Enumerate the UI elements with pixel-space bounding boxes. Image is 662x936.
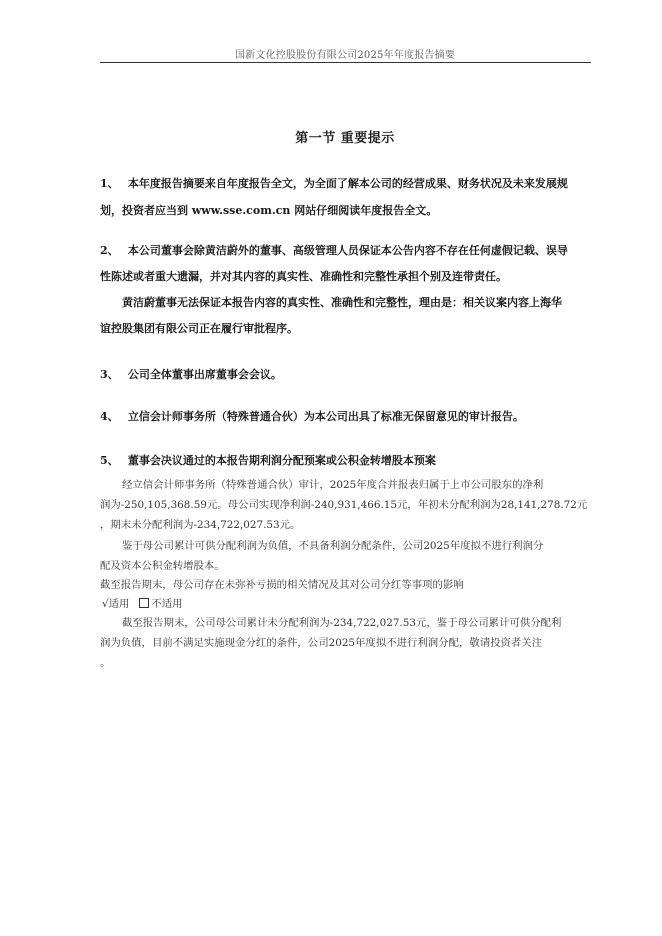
page-header: 国新文化控股股份有限公司2025年年度报告摘要 xyxy=(234,50,456,61)
item-number: 2、 xyxy=(100,244,119,257)
profit-line-4: 鉴于母公司累计可供分配利润为负值，不具备利润分配条件，公司2025年度拟不进行利润分 xyxy=(122,540,544,552)
item-number: 1、 xyxy=(100,177,119,190)
profit-line-3: ，期末未分配利润为-234,722,027.53元。 xyxy=(100,519,301,531)
item-text: 董事会决议通过的本报告期利润分配预案或公积金转增股本预案 xyxy=(127,454,436,467)
end-line-1: 截至报告期末，公司母公司累计未分配利润为-234,722,027.53元，鉴于母公司累计可供分配利 xyxy=(122,617,562,629)
section-title: 第一节 重要提示 xyxy=(295,131,395,146)
profit-line-2: 润为-250,105,368.59元。母公司实现净利润-240,931,466.15元，年初未分配利润为28,141,278.72元 xyxy=(100,499,588,511)
item-2-line-3: 黄洁蔚董事无法保证本报告内容的真实性、准确性和完整性，理由是：相关议案内容上海华 xyxy=(122,296,562,309)
item-5-line-1 xyxy=(100,452,436,468)
item-2-line-1 xyxy=(100,242,568,258)
item-4-line-1 xyxy=(100,408,524,424)
item-2-line-2: 性陈述或者重大遗漏，并对其内容的真实性、准确性和完整性承担个别及连带责任。 xyxy=(100,270,507,283)
item-1-line-2: 划，投资者应当到 www.sse.com.cn 网站仔细阅读年度报告全文。 xyxy=(100,204,438,217)
applicable-checked: √适用 xyxy=(102,598,130,610)
profit-line-5: 配及资本公积金转增股本。 xyxy=(100,560,225,572)
profit-line-6: 截至报告期末，母公司存在未弥补亏损的相关情况及其对公司分红等事项的影响 xyxy=(100,579,464,591)
applicability-row xyxy=(102,595,183,610)
item-text: 本年度报告摘要来自年度报告全文，为全面了解本公司的经营成果、财务状况及未来发展规 xyxy=(127,177,568,190)
item-text: 公司全体董事出席董事会会议。 xyxy=(127,368,282,381)
end-line-3: 。 xyxy=(100,657,111,669)
header-divider xyxy=(100,62,591,63)
profit-line-1: 经立信会计师事务所（特殊普通合伙）审计，2025年度合并报表归属于上市公司股东的净利 xyxy=(122,479,544,491)
item-text: 本公司董事会除黄洁蔚外的董事、高级管理人员保证本公告内容不存在任何虚假记载、误导 xyxy=(127,244,568,257)
item-number: 3、 xyxy=(100,368,119,381)
not-applicable-label: 不适用 xyxy=(151,598,183,610)
end-line-2: 润为负值，目前不满足实施现金分红的条件，公司2025年度拟不进行利润分配，敬请投资者关注 xyxy=(100,637,543,649)
item-number: 4、 xyxy=(100,410,119,423)
item-number: 5、 xyxy=(100,454,119,467)
item-3-line-1 xyxy=(100,366,282,382)
item-1-line-1 xyxy=(100,175,568,191)
checkbox-icon xyxy=(139,598,149,608)
item-2-line-4: 谊控股集团有限公司正在履行审批程序。 xyxy=(100,322,298,335)
item-text: 立信会计师事务所（特殊普通合伙）为本公司出具了标准无保留意见的审计报告。 xyxy=(127,410,524,423)
